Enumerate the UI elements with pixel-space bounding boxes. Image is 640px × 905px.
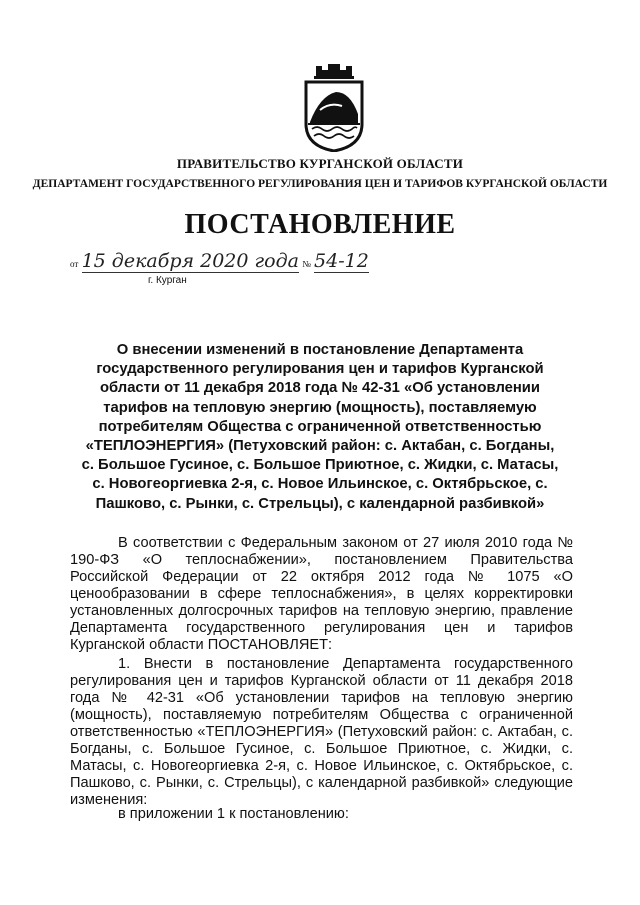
government-name: ПРАВИТЕЛЬСТВО КУРГАНСКОЙ ОБЛАСТИ	[176, 156, 464, 171]
number-label: №	[302, 259, 311, 269]
handwritten-number: 54-12	[314, 250, 369, 272]
handwritten-date: 15 декабря 2020 года	[81, 250, 299, 272]
body-paragraph-2	[70, 656, 573, 809]
date-number-line	[70, 250, 369, 273]
body-paragraph-1	[70, 535, 573, 654]
appendix-text: в приложении 1 к постановлению:	[118, 806, 349, 822]
city: г. Курган	[148, 275, 187, 286]
body-paragraph-3	[70, 806, 573, 823]
item-1-text: 1. Внести в постановление Департамента государственного регулирования цен и тарифов Курганской области от 11 декабря 2018 года № 42-31 «Об установлении тарифов на тепловую энергию (мощность), поставляемую потребителям Общества с ограниченной ответственностью «ТЕПЛОЭНЕРГИЯ» (Петуховский район: с. Актабан, с. Богданы, с. Большое Гусиное, с. Большое Приютное, с. Жидки, с. Матасы, с. Новогеоргиевка 2-я, с. Новое Ильинское, с. Октябрьское, с. Пашково, с. Рынки, с. Стрельцы), с календарной разбивкой» следующие изменения:	[70, 656, 573, 808]
document-type: ПОСТАНОВЛЕНИЕ	[184, 209, 456, 240]
department-name: ДЕПАРТАМЕНТ ГОСУДАРСТВЕННОГО РЕГУЛИРОВАНИЯ ЦЕН И ТАРИФОВ КУРГАНСКОЙ ОБЛАСТИ	[32, 178, 608, 190]
preamble-text: В соответствии с Федеральным законом от 27 июля 2010 года № 190-ФЗ «О теплоснабжении», постановлением Правительства Российской Федерации от 22 октября 2012 года № 1075 «О ценообразовании в сфере теплоснабжения», в целях корректировки установленных долгосрочных тарифов на тепловую энергию, правление Департамента государственного регулирования цен и тарифов Курганской области ПОСТАНОВЛЯЕТ:	[70, 535, 573, 653]
date-from-label: от	[70, 259, 79, 269]
document-title: О внесении изменений в постановление Департамента государственного регулирования цен и тарифов Курганской области от 11 декабря 2018 года № 42-31 «Об установлении тарифов на тепловую энергию (мощность), поставляемую потребителям Общества с ограниченной ответственностью «ТЕПЛОЭНЕРГИЯ» (Петуховский район: с. Актабан, с. Богданы, с. Большое Гусиное, с. Большое Приютное, с. Жидки, с. Матасы, с. Новогеоргиевка 2-я, с. Новое Ильинское, с. Октябрьское, с. Пашково, с. Рынки, с. Стрельцы), с календарной разбивкой»	[81, 342, 559, 512]
coat-of-arms-icon	[298, 62, 370, 152]
